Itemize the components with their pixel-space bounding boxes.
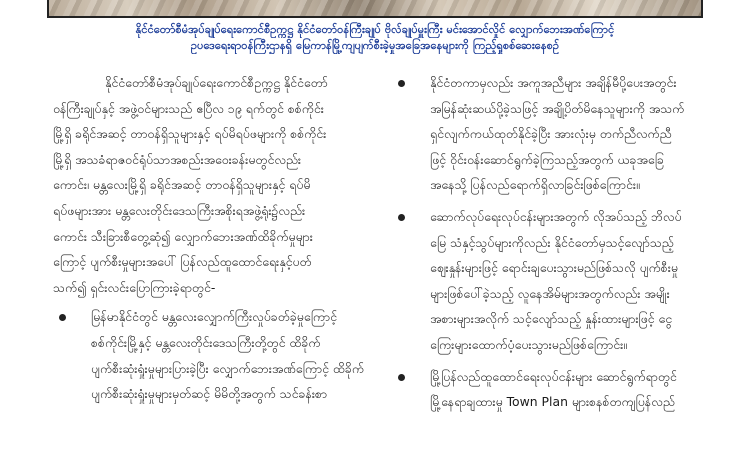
text-line: အစားများအလိုက် သင့်လျော်သည့် နှုန်းထားများဖြင့် ငွေ bbox=[430, 311, 673, 327]
intro-paragraph bbox=[53, 70, 373, 300]
bullet-dot-icon bbox=[398, 374, 405, 381]
text-line: မြို့နေရာချထားမှု Town Plan များစနစ်တကျပြန်လည် bbox=[430, 394, 675, 410]
text-line: ဈေးနှုန်းများဖြင့် ရောင်းချပေးသွားမည်ဖြစ်သလို ပျက်စီးမှု bbox=[430, 260, 678, 276]
text-line: ကောင်း သီးခြားစီတွေ့ဆုံ၍ လျှောက်ဘေးအဏ်ထိခိုက်မှုများ bbox=[53, 228, 313, 244]
text-line: ကြေးများထောက်ပံ့ပေးသွားမည်ဖြစ်ကြောင်း။ bbox=[430, 336, 627, 352]
text-line: မြို့ရှိ အသခံရာဇဝင်ရုံပ်သာအစည်းအဝေးခန်းမတွင်လည်း bbox=[53, 151, 302, 167]
text-line: အနေသို့ ပြန်လည်ရောက်ရှိလာခြင်းဖြစ်ကြောင်း။ bbox=[430, 177, 640, 193]
caption-line-2: ဥပဒေရေးရာဝန်ကြီးဌာနရှိ မြေကာန်မြို့ကျပျက်စီးခဲ့မှုအခြေအနေများကို ကြည့်ရှုစစ်ဆေးနေစဉ် bbox=[190, 39, 560, 52]
text-line: ဆောက်လုပ်ရေးလုပ်ငန်းများအတွက် လိုအပ်သည့် ဘိလပ် bbox=[430, 208, 682, 224]
bullet-dot-icon bbox=[398, 80, 405, 87]
bullet-item bbox=[53, 304, 373, 406]
text-line: မြို့ရှိ ခရိုင်အဆင့် တာဝန်ရှိသူများနှင့် ရပ်မိရပ်ဖများကို စစ်ကိုင်း bbox=[53, 126, 327, 142]
bullet-item bbox=[392, 70, 730, 198]
text-line: ရပ်ဖများအား မန္တလေးတိုင်းဒေသကြီးအစိုးရအဖွဲ့ရုံး၌လည်း bbox=[53, 202, 306, 218]
text-line: မြန်မာနိုင်ငံတွင် မန္တလေးလျှောက်ကြီးလှုပ်ခတ်ခဲ့မှုကြောင့် bbox=[91, 309, 338, 325]
photo-caption bbox=[20, 22, 730, 54]
text-line: မြို့ပြန်လည်ထူထောင်ရေးလုပ်ငန်းများ ဆောင်ရွက်ရာတွင် bbox=[430, 368, 677, 384]
text-line: ကြောင့် ပျက်စီးမှုများအပေါ် ပြန်လည်ထူထောင်ရေးနှင့်ပတ် bbox=[53, 254, 312, 270]
text-line: စစ်ကိုင်းမြို့နှင့် မန္တလေးတိုင်းဒေသကြီးတို့တွင် ထိခိုက် bbox=[91, 334, 321, 350]
right-column bbox=[392, 70, 730, 421]
text-line: ပျက်စီးဆုံးရှုံးမှုများပြားခဲ့ပြီး လျှောက်ဘေးအဏ်ကြောင့် ထိခိုက် bbox=[91, 360, 364, 376]
text-line: များဖြစ်ပေါ်ခဲ့သည့် လူနေအိမ်များအတွက်လည်း အမျိုး bbox=[430, 285, 670, 301]
text-line: ပျက်စီးဆုံးရှုံးမှုများမှတ်ဆင့် မိမိတို့အတွက် သင်ခန်းစာ bbox=[91, 386, 328, 402]
bullet-dot-icon bbox=[59, 314, 66, 321]
text-line: သက်၍ ရှင်းလင်းပြောကြားခဲ့ရာတွင်- bbox=[53, 279, 216, 295]
bullet-dot-icon bbox=[398, 214, 405, 221]
text-line: နိုင်ငံတော်စီမံအုပ်ချုပ်ရေးကောင်စီဥက္ကဋ္ဌ နိုင်ငံတော် bbox=[105, 75, 328, 90]
text-line: ဝန်ကြီးချုပ်နှင့် အဖွဲ့ဝင်များသည် ဧပြီလ ၁၉ ရက်တွင် စစ်ကိုင်း bbox=[53, 100, 324, 116]
bullet-item bbox=[392, 364, 730, 415]
text-line: ဖြင့် ဝိုင်းဝန်းဆောင်ရွက်ခဲ့ကြသည့်အတွက် ယခုအခြေ bbox=[430, 151, 664, 167]
text-line: ရှင်လျက်ကယ်ထုတ်နိုင်ခဲ့ပြီး အားလုံးမှ တက်ညီလက်ညီ bbox=[430, 126, 672, 142]
news-photo bbox=[47, 0, 703, 18]
text-line: မြေ သံနှင့်သွပ်များကိုလည်း နိုင်ငံတော်မှသင့်လျော်သည့် bbox=[430, 234, 674, 250]
text-line: အမြန်ဆုံးဆယ်ပို့ခဲ့သဖြင့် အချို့ပိတ်မိနေသူများကို အသက် bbox=[430, 100, 685, 116]
caption-line-1: နိုင်ငံတော်စီမံအုပ်ချုပ်ရေးကောင်စီဥက္ကဋ္ဌ နိုင်ငံတော်ဝန်ကြီးချုပ် ဗိုလ်ချုပ်မှူးကြီး မင်းအောင်လှိုင် လျှောက်ဘေးအဏ်ကြောင့် bbox=[135, 23, 615, 36]
text-line: နိုင်ငံတကာမှလည်း အကူအညီများ အချိန်မီပို့ပေးအတွင်း bbox=[430, 75, 677, 90]
bullet-item bbox=[392, 204, 730, 358]
text-line: ကောင်း၊ မန္တလေးမြို့ရှိ ခရိုင်အဆင့် တာဝန်ရှိသူများနှင့် ရပ်မိ bbox=[53, 177, 311, 193]
left-column bbox=[53, 70, 373, 413]
